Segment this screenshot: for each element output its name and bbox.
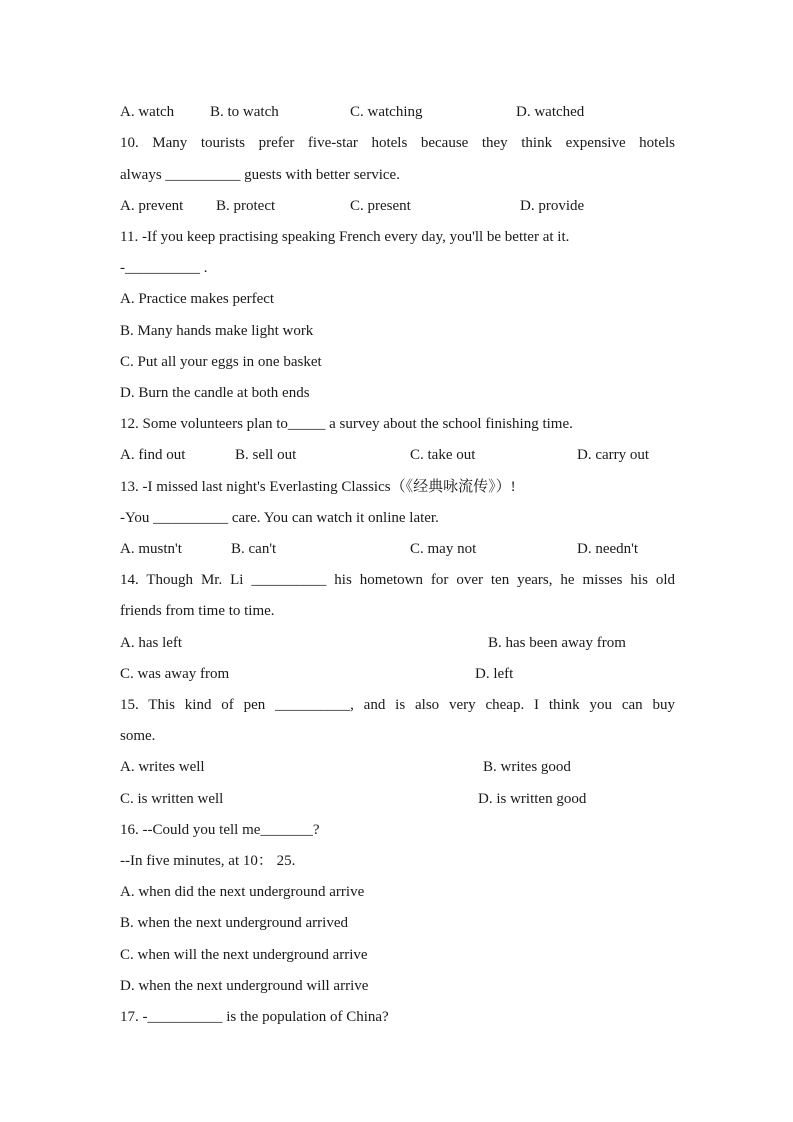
q14-option-a: A. has left [120, 635, 183, 651]
q16-option-c: C. when will the next underground arrive [120, 947, 368, 963]
q13-question-line-1: 13. -I missed last night's Everlasting Classics（《经典咏流传》）! [120, 479, 516, 495]
q10-option-b: B. protect [216, 198, 276, 214]
q13-options [120, 539, 675, 559]
q12-option-c: C. take out [410, 447, 476, 463]
q14-option-b: B. has been away from [488, 635, 626, 651]
q15-options-row-1 [120, 757, 675, 777]
q15-question-line-2: some. [120, 728, 156, 744]
q17-question-line-1: 17. -__________ is the population of China? [120, 1009, 389, 1025]
q11-question-line-1: 11. -If you keep practising speaking French every day, you'll be better at it. [120, 229, 570, 245]
q11-question-line-2: -__________ . [120, 260, 208, 276]
q15-option-a: A. writes well [120, 759, 205, 775]
q14-option-d: D. left [475, 666, 514, 682]
q16-question-line-2: --In five minutes, at 10： 25. [120, 853, 296, 869]
q14-option-c: C. was away from [120, 666, 230, 682]
q9-options [120, 102, 675, 122]
q11-option-d: D. Burn the candle at both ends [120, 385, 310, 401]
q9-option-d: D. watched [516, 104, 585, 120]
q15-question-line-1: 15. This kind of pen __________, and is also very cheap. I think you can buy [120, 697, 675, 713]
q15-option-d: D. is written good [478, 791, 587, 807]
q13-option-d: D. needn't [577, 541, 639, 557]
q13-question-line-2: -You __________ care. You can watch it online later. [120, 510, 439, 526]
q10-option-d: D. provide [520, 198, 585, 214]
q12-question-line-1: 12. Some volunteers plan to_____ a survey about the school finishing time. [120, 416, 573, 432]
q11-option-c: C. Put all your eggs in one basket [120, 354, 322, 370]
q12-option-d: D. carry out [577, 447, 650, 463]
q12-options [120, 445, 675, 465]
q12-option-a: A. find out [120, 447, 186, 463]
q13-option-c: C. may not [410, 541, 477, 557]
q14-question-line-2: friends from time to time. [120, 603, 275, 619]
q12-option-b: B. sell out [235, 447, 297, 463]
q10-option-c: C. present [350, 198, 411, 214]
q11-option-b: B. Many hands make light work [120, 323, 314, 339]
q15-options-row-2 [120, 789, 675, 809]
q10-question-line-1: 10. Many tourists prefer five-star hotels because they think expensive hotels [120, 135, 675, 151]
q15-option-b: B. writes good [483, 759, 571, 775]
q13-option-b: B. can't [231, 541, 277, 557]
q10-options [120, 196, 675, 216]
q9-option-b: B. to watch [210, 104, 279, 120]
q9-option-c: C. watching [350, 104, 423, 120]
q16-option-d: D. when the next underground will arrive [120, 978, 369, 994]
q11-option-a: A. Practice makes perfect [120, 291, 275, 307]
q14-options-row-1 [120, 633, 675, 653]
q9-option-a: A. watch [120, 104, 175, 120]
q14-options-row-2 [120, 664, 675, 684]
q15-option-c: C. is written well [120, 791, 224, 807]
q10-option-a: A. prevent [120, 198, 184, 214]
q16-question-line-1: 16. --Could you tell me_______? [120, 822, 320, 838]
q16-option-a: A. when did the next underground arrive [120, 884, 365, 900]
q14-question-line-1: 14. Though Mr. Li __________ his hometown for over ten years, he misses his old [120, 572, 675, 588]
q10-question-line-2: always __________ guests with better service. [120, 167, 400, 183]
q16-option-b: B. when the next underground arrived [120, 915, 348, 931]
q13-option-a: A. mustn't [120, 541, 182, 557]
